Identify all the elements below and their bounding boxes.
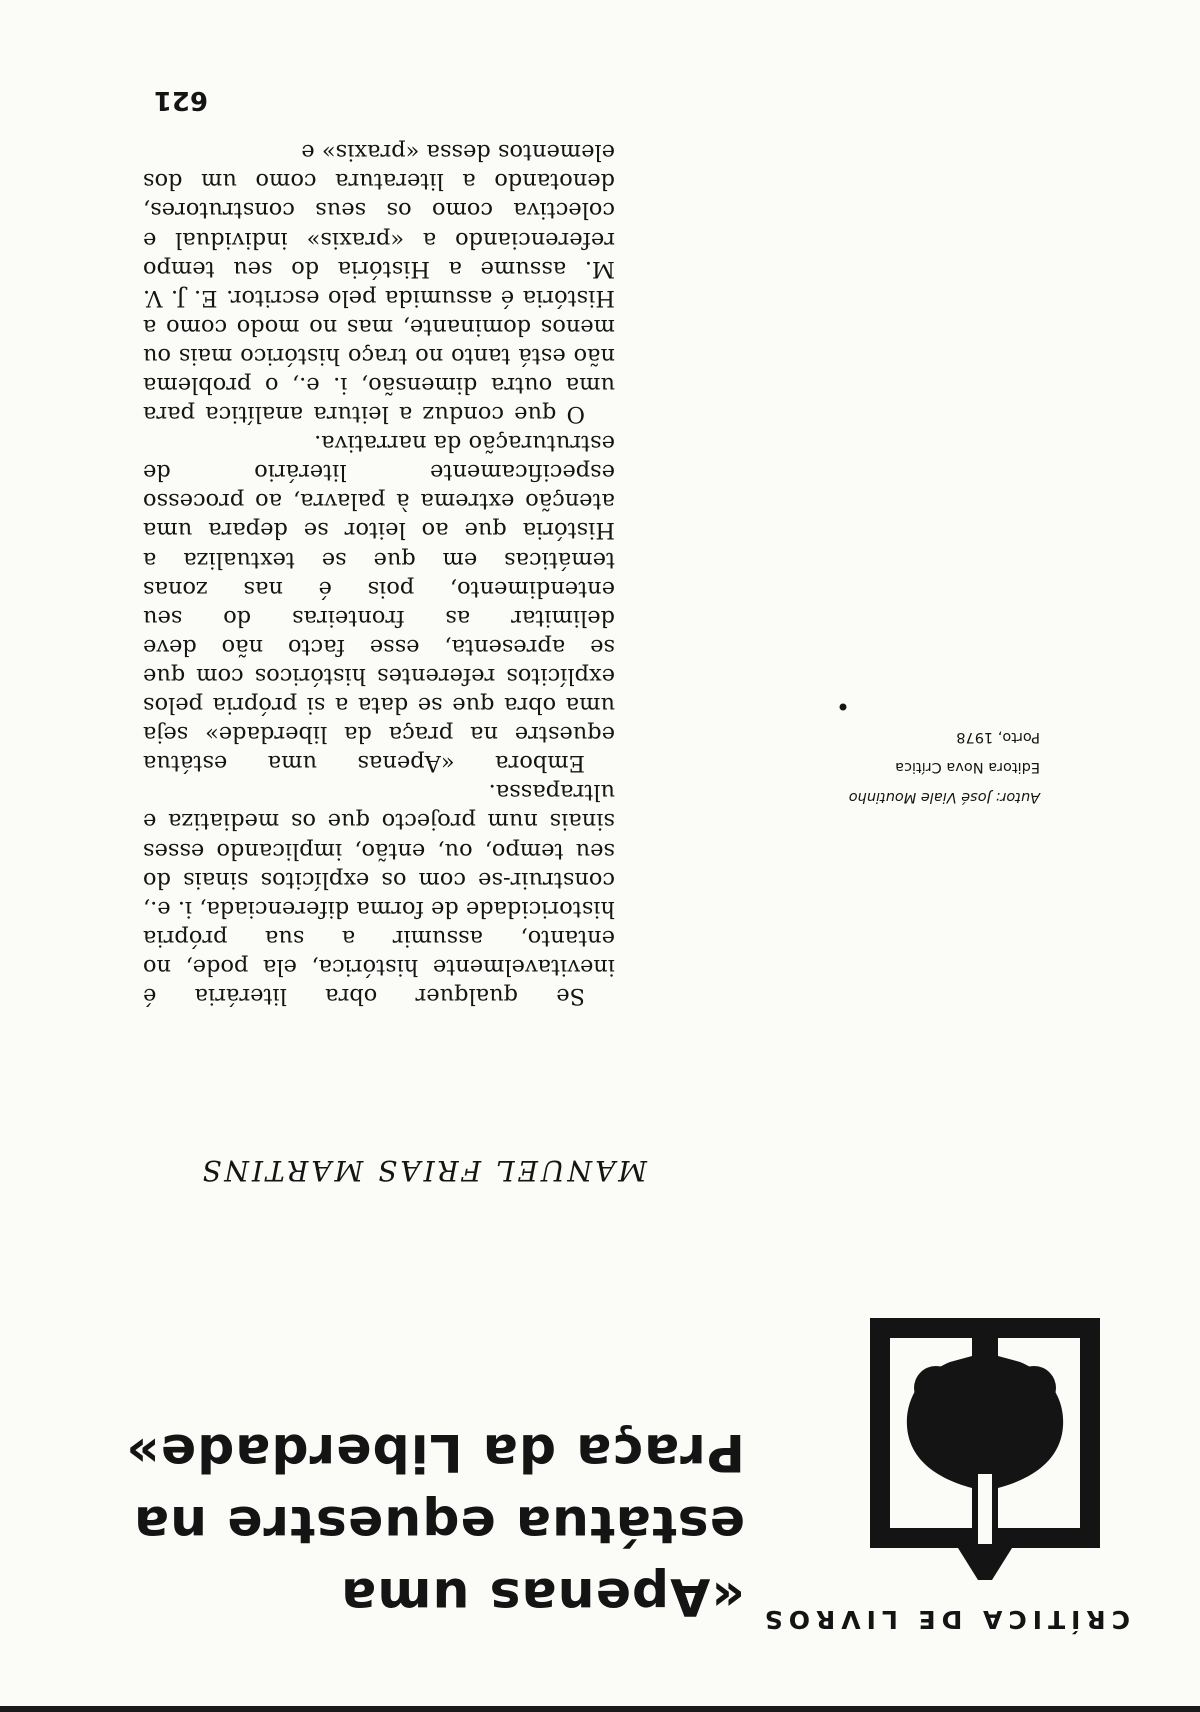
colophon-place-year: Porto, 1978 <box>956 729 1040 745</box>
section-label: CRÍTICA DE LIVROS <box>758 1605 1130 1634</box>
two-faces-logo-icon <box>850 1314 1120 1584</box>
top-border-rule <box>0 1706 1200 1712</box>
article-title: «Apenas uma estátua equestre na Praça da Liberdade» <box>125 1422 745 1626</box>
page-number: 621 <box>153 85 208 115</box>
article-author: MANUEL FRIAS MARTINS <box>199 1154 647 1187</box>
ink-speck <box>838 702 848 712</box>
body-paragraph: Se qualquer obra literária é inevitavelmente histórica, ela pode, no entanto, assumir a sua própria historicidade de forma diferenciada, i. e., construir-se com os explícitos sinais do seu tempo, ou, então, implicando esses sinais num projecto que os mediatiza e ultrapassa. <box>143 779 615 1009</box>
colophon-author: Autor: José Viale Moutinho <box>848 789 1040 805</box>
body-paragraph: O que conduz a leitura analítica para uma outra dimensão, i. e., o problema não está tanto no traço histórico mais ou menos dominante, mas no modo como a História é assumida pelo escritor. E. J. V. M. assume a História do seu tempo referenciando a «praxis» individual e colectiva como os seus construtores, denotando a literatura como um dos elementos dessa «praxis» e <box>143 139 615 428</box>
article-body <box>143 137 615 1010</box>
colophon <box>849 722 1040 812</box>
colophon-publisher: Editora Nova Crítica <box>895 759 1040 775</box>
body-paragraph: Embora «Apenas uma estátua equestre na praça da liberdade» seja uma obra que se data a si própria pelos explícitos referentes históricos com que se apresenta, esse facto não deve delimitar as fronteiras do seu entendimento, pois é nas zonas temáticas em que se textualiza a História que ao leitor se depara uma atenção extrema à palavra, ao processo especificamente literário de estruturação da narrativa. <box>143 430 615 777</box>
